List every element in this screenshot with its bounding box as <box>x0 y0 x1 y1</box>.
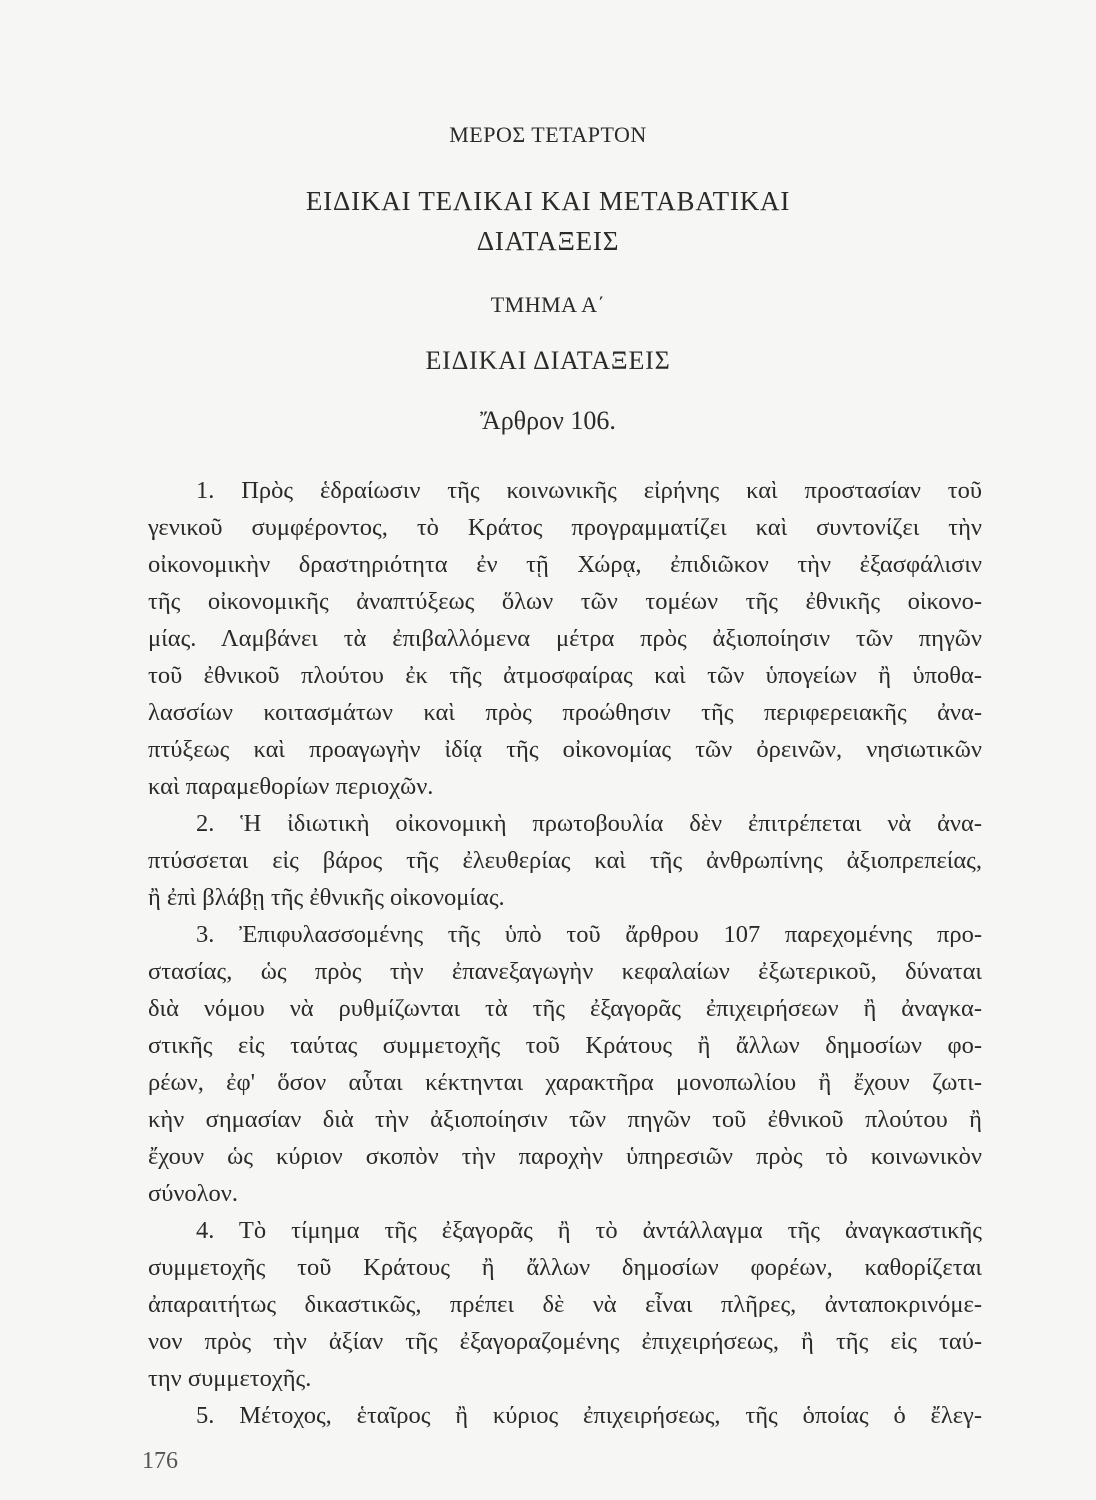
body-line: στικῆς εἰς ταύτας συμμετοχῆς τοῦ Κράτους ἢ ἄλλων δημοσίων φο- <box>148 1032 982 1059</box>
body-line: γενικοῦ συμφέροντος, τὸ Κράτος προγραμματίζει καὶ συντονίζει τὴν <box>148 514 982 541</box>
body-line: πτύξεως καὶ προαγωγὴν ἰδίᾳ τῆς οἰκονομίας τῶν ὀρεινῶν, νησιωτικῶν <box>148 736 982 763</box>
body-line: διὰ νόμου νὰ ρυθμίζωνται τὰ τῆς ἐξαγορᾶς ἐπιχειρήσεων ἢ ἀναγκα- <box>148 995 982 1022</box>
body-line: τῆς οἰκονομικῆς ἀναπτύξεως ὅλων τῶν τομέων τῆς ἐθνικῆς οἰκονο- <box>148 588 982 615</box>
section-title: ΤΜΗΜΑ Α΄ <box>490 292 606 317</box>
body-line: πτύσσεται εἰς βάρος τῆς ἐλευθερίας καὶ τῆς ἀνθρωπίνης ἀξιοπρεπείας, <box>148 847 982 874</box>
body-line: ρέων, ἐφ' ὅσον αὗται κέκτηνται χαρακτῆρα μονοπωλίου ἢ ἔχουν ζωτι- <box>148 1069 982 1096</box>
body-line: 5. Μέτοχος, ἑταῖρος ἢ κύριος ἐπιχειρήσεως, τῆς ὁποίας ὁ ἔλεγ- <box>196 1402 982 1429</box>
body-line: σύνολον. <box>148 1180 238 1207</box>
body-line: 4. Τὸ τίμημα τῆς ἐξαγορᾶς ἢ τὸ ἀντάλλαγμα τῆς ἀναγκαστικῆς <box>196 1217 982 1244</box>
body-line: στασίας, ὡς πρὸς τὴν ἐπανεξαγωγὴν κεφαλαίων ἐξωτερικοῦ, δύναται <box>148 958 982 985</box>
body-line: οἰκονομικὴν δραστηριότητα ἐν τῇ Χώρᾳ, ἐπιδιῶκον τὴν ἐξασφάλισιν <box>148 551 982 578</box>
section-subtitle: ΕΙΔΙΚΑΙ ΔΙΑΤΑΞΕΙΣ <box>425 346 671 375</box>
body-line: ἔχουν ὡς κύριον σκοπὸν τὴν παροχὴν ὑπηρεσιῶν πρὸς τὸ κοινωνικὸν <box>148 1143 982 1170</box>
body-line: λασσίων κοιτασμάτων καὶ πρὸς προώθησιν τῆς περιφερειακῆς ἀνα- <box>148 699 982 726</box>
body-line: ἢ ἐπὶ βλάβῃ τῆς ἐθνικῆς οἰκονομίας. <box>148 884 505 911</box>
body-line: κὴν σημασίαν διὰ τὴν ἀξιοποίησιν τῶν πηγῶν τοῦ ἐθνικοῦ πλούτου ἢ <box>148 1106 982 1133</box>
main-title-line-2: ΔΙΑΤΑΞΕΙΣ <box>476 226 620 256</box>
body-line: 2. Ἡ ἰδιωτικὴ οἰκονομικὴ πρωτοβουλία δὲν ἐπιτρέπεται νὰ ἀνα- <box>196 810 982 837</box>
body-line: τοῦ ἐθνικοῦ πλούτου ἐκ τῆς ἀτμοσφαίρας καὶ τῶν ὑπογείων ἢ ὑποθα- <box>148 662 982 689</box>
body-line: μίας. Λαμβάνει τὰ ἐπιβαλλόμενα μέτρα πρὸς ἀξιοποίησιν τῶν πηγῶν <box>148 625 982 652</box>
body-line: νον πρὸς τὴν ἀξίαν τῆς ἐξαγοραζομένης ἐπιχειρήσεως, ἢ τῆς εἰς ταύ- <box>148 1328 982 1355</box>
body-line: ἀπαραιτήτως δικαστικῶς, πρέπει δὲ νὰ εἶναι πλῆρες, ἀνταποκρινόμε- <box>148 1291 982 1318</box>
main-title-line-1: ΕΙΔΙΚΑΙ ΤΕΛΙΚΑΙ ΚΑΙ ΜΕΤΑΒΑΤΙΚΑΙ <box>305 186 791 216</box>
body-line: 1. Πρὸς ἑδραίωσιν τῆς κοινωνικῆς εἰρήνης καὶ προστασίαν τοῦ <box>196 477 982 504</box>
body-line: την συμμετοχῆς. <box>148 1365 312 1392</box>
part-title: ΜΕΡΟΣ ΤΕΤΑΡΤΟΝ <box>449 122 647 147</box>
article-title: Ἄρθρον 106. <box>480 406 616 435</box>
page-number: 176 <box>142 1448 178 1474</box>
body-line: συμμετοχῆς τοῦ Κράτους ἢ ἄλλων δημοσίων φορέων, καθορίζεται <box>148 1254 982 1281</box>
body-line: 3. Ἐπιφυλασσομένης τῆς ὑπὸ τοῦ ἄρθρου 107 παρεχομένης προ- <box>196 921 982 948</box>
body-line: καὶ παραμεθορίων περιοχῶν. <box>148 773 434 800</box>
